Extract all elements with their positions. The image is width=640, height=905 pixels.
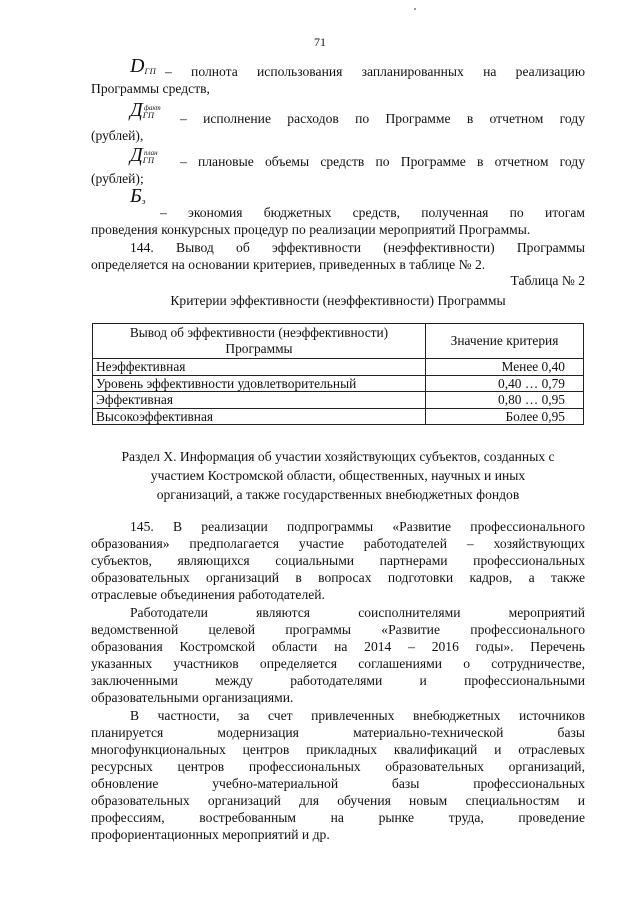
para-particular-line-4: ресурсных центров профессиональных образовательных организаций, [91,759,585,774]
para-employers-line-3: образования Костромской области на 2014 – 2016 годы». Перечень [91,639,585,654]
para-particular-line-6: образовательных организаций для обучения новым специальностям и [91,793,585,808]
table-cell-value: 0,40 … 0,79 [426,375,584,392]
table-row [93,375,584,392]
def-2-line-1: – исполнение расходов по Программе в отчетном году [180,111,585,126]
para-particular-line-8: профориентационных мероприятий и др. [91,827,330,842]
def-2-line-2: (рублей), [91,128,144,143]
para-particular-line-7: профессиям, востребованным на рынке труда, проведение [91,810,585,825]
table-cell-conclusion: Высокоэффективная [93,408,426,425]
table-row [93,359,584,376]
table-cell-conclusion: Эффективная [93,392,426,409]
def-3-line-2: (рублей); [91,171,144,186]
para-145-line-2: образования» предполагается участие работодателей – хозяйствующих [91,536,585,551]
section-title-line-3: организаций, а также государственных внебюджетных фондов [156,487,520,502]
table-number: Таблица № 2 [510,273,585,288]
table-cell-value: Более 0,95 [426,408,584,425]
para-employers-line-5: заключенными между работодателями и профессиональными [91,673,585,688]
section-title-line-2: участием Костромской области, общественных, научных и иных [150,468,526,483]
def-3-line-1: – плановые объемы средств по Программе в отчетном году [180,154,585,169]
para-particular-line-5: обновление учебно-материальной базы профессиональных [91,776,585,791]
table-header-conclusion: Вывод об эффективности (неэффективности) Программы [93,324,426,359]
para-particular-line-2: планируется модернизация материально-технической базы [91,725,585,740]
para-145-line-5: отраслевые объединения работодателей. [91,587,325,602]
table-cell-conclusion: Неэффективная [93,359,426,376]
para-employers-line-1: Работодатели являются соисполнителями мероприятий [130,605,585,620]
table-row [93,392,584,409]
symbol-b-e: Бэ [130,185,146,207]
para-particular-line-1: В частности, за счет привлеченных внебюджетных источников [130,708,585,723]
scan-mark [414,8,416,10]
table-header-value: Значение критерия [426,324,584,359]
def-4-line-2: проведения конкурсных процедур по реализации мероприятий Программы. [91,222,531,237]
table-cell-value: Менее 0,40 [426,359,584,376]
criteria-table [92,323,584,425]
table-title: Критерии эффективности (неэффективности) Программы [170,293,506,308]
para-particular-line-3: многофункциональных центров прикладных квалификаций и отраслевых [91,742,585,757]
para-145-line-3: субъектов, являющихся социальными партнерами профессиональных [91,553,585,568]
def-4-line-1: – экономия бюджетных средств, полученная по итогам [160,205,585,220]
def-1-line-2: Программы средств, [91,81,210,96]
symbol-d-gp-fact: ДГП факт [130,99,161,121]
symbol-d-gp-plan: ДГП план [130,144,158,166]
table-header-row [93,324,584,359]
table-cell-conclusion: Уровень эффективности удовлетворительный [93,375,426,392]
para-employers-line-2: ведомственной целевой программы «Развитие профессионального [91,622,585,637]
para-145-line-4: образовательных организаций в вопросах подготовки кадров, а также [91,570,585,585]
para-employers-line-4: указанных участников определяется соглашениями о сотрудничестве, [91,656,585,671]
para-144-line-1: 144. Вывод об эффективности (неэффективности) Программы [130,240,585,255]
para-144-line-2: определяется на основании критериев, приведенных в таблице № 2. [91,257,486,272]
def-1-line-1: – полнота использования запланированных на реализацию [165,64,585,79]
page-number: 71 [314,35,326,49]
table-row [93,408,584,425]
para-employers-line-6: образовательными организациями. [91,690,294,705]
table-cell-value: 0,80 … 0,95 [426,392,584,409]
symbol-d-gp: DГП [130,55,157,77]
section-title-line-1: Раздел X. Информация об участии хозяйствующих субъектов, созданных с [121,449,555,464]
para-145-line-1: 145. В реализации подпрограммы «Развитие профессионального [130,519,585,534]
